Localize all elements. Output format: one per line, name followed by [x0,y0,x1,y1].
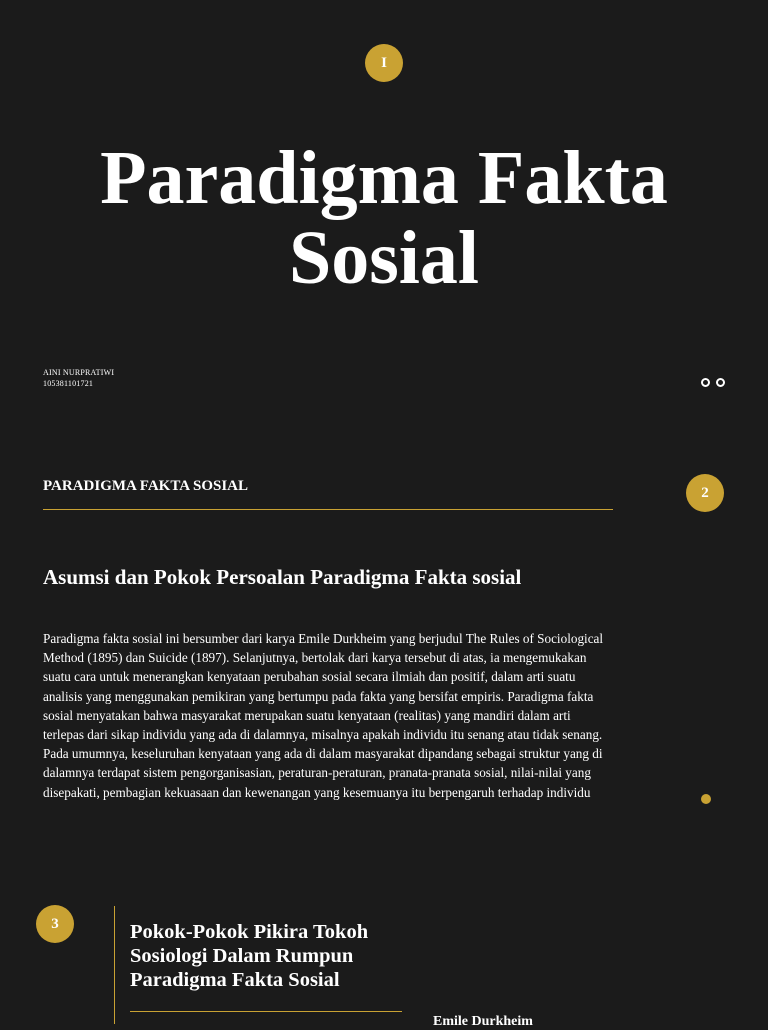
section-heading [130,920,420,992]
title-line-1: Paradigma Fakta [100,136,668,220]
slide-number-badge [686,474,724,512]
slide-number: I [381,54,387,71]
slide-number-badge [36,905,74,943]
section-label: PARADIGMA FAKTA SOSIAL [43,478,249,494]
list-item: Emile Durkheim [433,1014,533,1029]
decorative-ring-icon [701,378,710,387]
author-block [43,367,114,389]
decorative-ring-icon [716,378,725,387]
vertical-divider [114,906,115,1024]
title-line-2: Sosial [288,216,480,300]
slide-number-badge [365,44,403,82]
section-subheading: Asumsi dan Pokok Persoalan Paradigma Fakta sosial [43,565,522,589]
body-paragraph: Paradigma fakta sosial ini bersumber dari karya Emile Durkheim yang berjudul The Rules of Sociological Method (1895) dan Suicide (1897). Selanjutnya, bertolak dari karya tersebut di atas, ia mengemukakan suatu cara untuk menerangkan kenyataan perubahan sosial secara ilmiah dan positif, dalam arti suatu analisis yang menggunakan pemikiran yang bertumpu pada fakta yang bersifat empiris. Paradigma fakta sosial menyatakan bahwa masyarakat merupakan suatu kenyataan (realitas) yang mandiri dalam arti terlepas dari sikap individu yang ada di dalamnya, misalnya apakah individu itu senang atau tidak senang. Pada umumnya, keseluruhan kenyataan yang ada di dalam masyarakat dipandang sebagai struktur yang di dalamnya terdapat sistem pengorganisasian, peraturan-peraturan, pranata-pranata sosial, nilai-nilai yang disepakati, pembagian kekuasaan dan kewenangan yang kesemuanya itu berpengaruh terhadap individu [43,631,604,800]
slide-number: 3 [51,915,59,932]
heading-line-1: Pokok-Pokok Pikira Tokoh [130,921,369,943]
author-id: 105381101721 [43,379,94,388]
heading-line-2: Sosiologi Dalam Rumpun [130,945,354,967]
heading-line-3: Paradigma Fakta Sosial [130,969,340,991]
heading-divider [130,1011,402,1012]
decorative-dot-icon [701,794,711,804]
author-name: AINI NURPRATIWI [43,368,115,377]
slide-number: 2 [701,484,709,501]
page-title [0,138,768,298]
section-divider [43,509,613,510]
